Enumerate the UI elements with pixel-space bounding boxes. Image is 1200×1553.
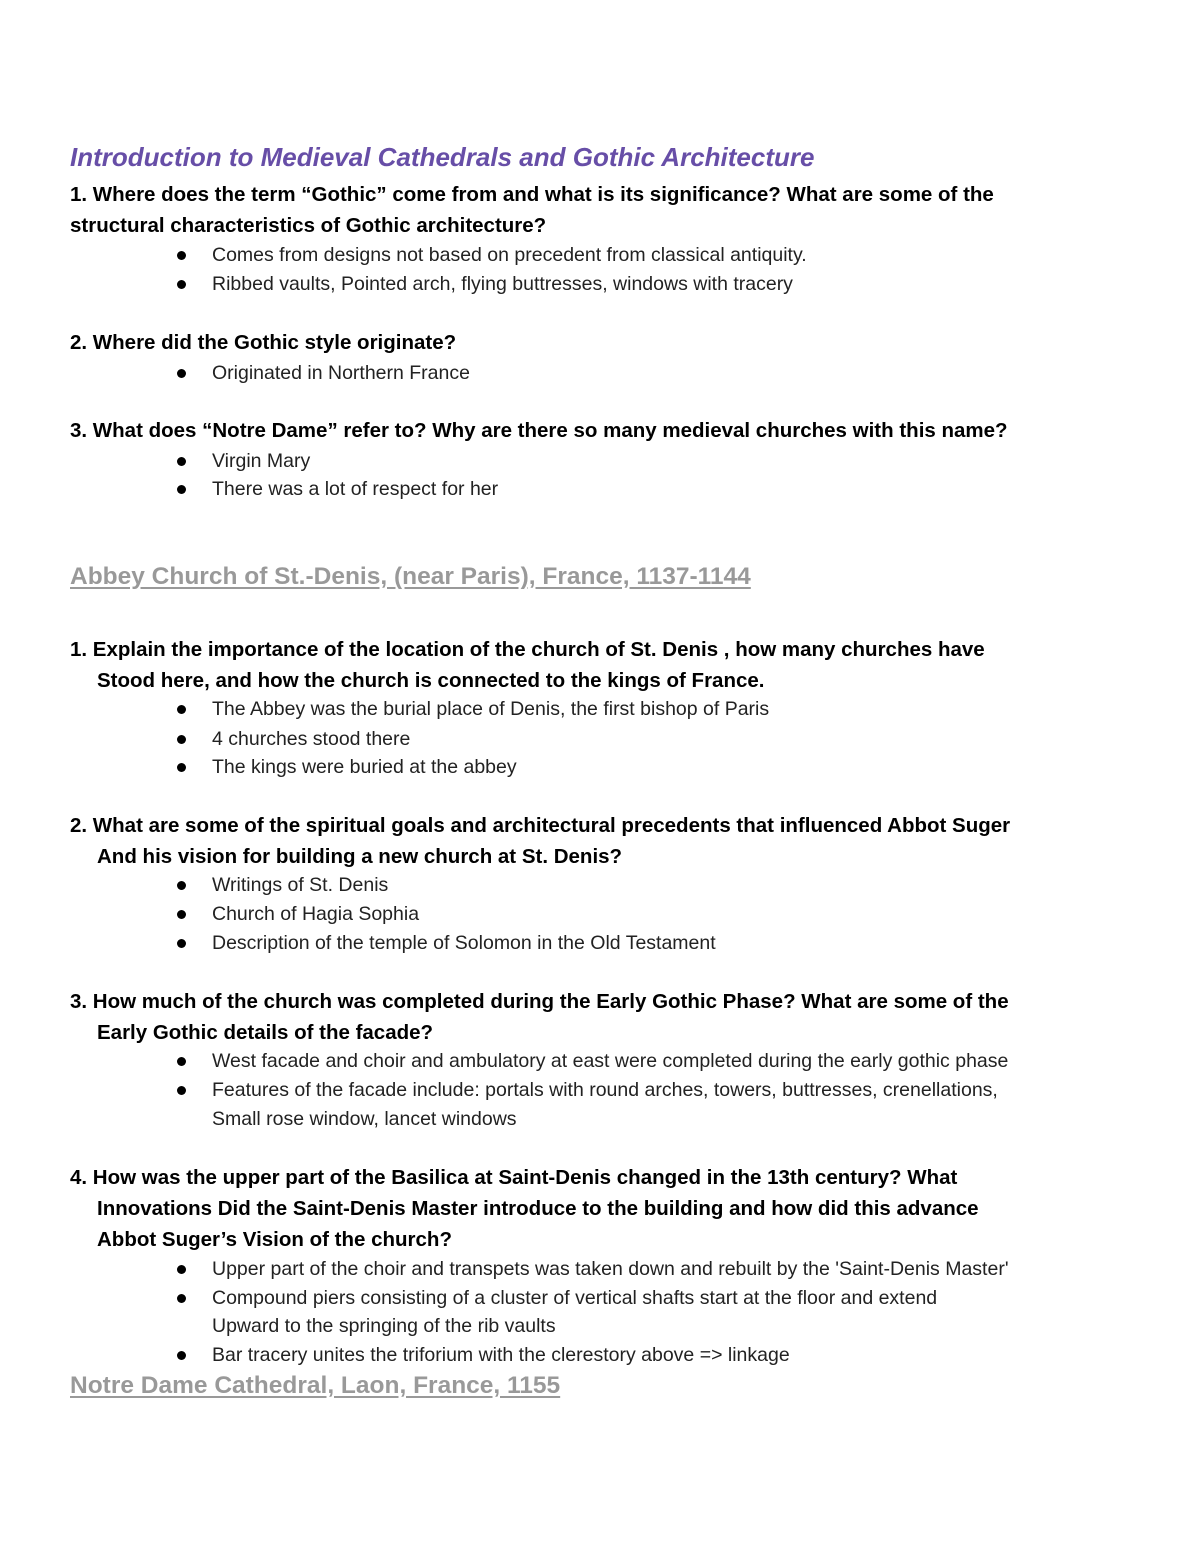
st-denis-answer-4-1: Upper part of the choir and transpets was taken down and rebuilt by the 'Saint-Denis Master' xyxy=(212,1258,1009,1280)
st-denis-question-1-line-1: 1. Explain the importance of the location of the church of St. Denis , how many churches have xyxy=(70,638,985,661)
intro-question-1-line-1: 1. Where does the term “Gothic” come from and what is its significance? What are some of the xyxy=(70,183,994,206)
st-denis-answer-2-1: Writings of St. Denis xyxy=(212,874,389,896)
intro-answer-2-1: Originated in Northern France xyxy=(212,362,470,384)
bullet-icon xyxy=(177,1294,186,1303)
st-denis-answer-3-2: Features of the facade include: portals with round arches, towers, buttresses, crenellations, xyxy=(212,1079,998,1101)
bullet-icon xyxy=(177,369,186,378)
st-denis-question-2-line-1: 2. What are some of the spiritual goals and architectural precedents that influenced Abbot Suger xyxy=(70,814,1011,837)
intro-answer-1-1: Comes from designs not based on precedent from classical antiquity. xyxy=(212,244,807,266)
st-denis-answer-1-2: 4 churches stood there xyxy=(212,728,411,750)
bullet-icon xyxy=(177,763,186,772)
st-denis-answer-4-2: Compound piers consisting of a cluster of vertical shafts start at the floor and extend xyxy=(212,1287,938,1309)
st-denis-answer-4-2-cont: Upward to the springing of the rib vaults xyxy=(212,1315,556,1337)
st-denis-answer-1-3: The kings were buried at the abbey xyxy=(212,756,517,778)
st-denis-question-3-line-1: 3. How much of the church was completed during the Early Gothic Phase? What are some of the xyxy=(70,990,1009,1013)
bullet-icon xyxy=(177,251,186,260)
bullet-icon xyxy=(177,1265,186,1274)
section-heading-st-denis: Abbey Church of St.-Denis, (near Paris), France, 1137-1144 xyxy=(70,563,751,590)
st-denis-question-3-line-2: Early Gothic details of the facade? xyxy=(97,1021,434,1044)
st-denis-question-2-line-2: And his vision for building a new church at St. Denis? xyxy=(97,845,623,868)
st-denis-answer-3-2-cont: Small rose window, lancet windows xyxy=(212,1108,517,1130)
st-denis-question-4-line-2: Innovations Did the Saint-Denis Master introduce to the building and how did this advance xyxy=(97,1197,979,1220)
intro-answer-3-1: Virgin Mary xyxy=(212,450,311,472)
intro-title: Introduction to Medieval Cathedrals and Gothic Architecture xyxy=(70,142,815,172)
st-denis-answer-1-1: The Abbey was the burial place of Denis, the first bishop of Paris xyxy=(212,698,770,720)
st-denis-answer-3-1: West facade and choir and ambulatory at east were completed during the early gothic phase xyxy=(212,1050,1009,1072)
bullet-icon xyxy=(177,939,186,948)
bullet-icon xyxy=(177,705,186,714)
st-denis-question-4-line-1: 4. How was the upper part of the Basilica at Saint-Denis changed in the 13th century? What xyxy=(70,1166,958,1189)
bullet-icon xyxy=(177,1351,186,1360)
st-denis-answer-4-3: Bar tracery unites the triforium with the clerestory above => linkage xyxy=(212,1344,790,1366)
bullet-icon xyxy=(177,881,186,890)
bullet-icon xyxy=(177,485,186,494)
bullet-icon xyxy=(177,735,186,744)
intro-answer-3-2: There was a lot of respect for her xyxy=(212,478,499,500)
st-denis-answer-2-3: Description of the temple of Solomon in the Old Testament xyxy=(212,932,716,954)
st-denis-question-4-line-3: Abbot Suger’s Vision of the church? xyxy=(97,1228,452,1251)
intro-question-2: 2. Where did the Gothic style originate? xyxy=(70,331,457,354)
bullet-icon xyxy=(177,280,186,289)
intro-answer-1-2: Ribbed vaults, Pointed arch, flying buttresses, windows with tracery xyxy=(212,273,793,295)
bullet-icon xyxy=(177,1057,186,1066)
st-denis-answer-2-2: Church of Hagia Sophia xyxy=(212,903,420,925)
bullet-icon xyxy=(177,457,186,466)
intro-question-3: 3. What does “Notre Dame” refer to? Why are there so many medieval churches with this name? xyxy=(70,419,1008,442)
section-heading-laon: Notre Dame Cathedral, Laon, France, 1155 xyxy=(70,1372,561,1399)
intro-question-1-line-2: structural characteristics of Gothic architecture? xyxy=(70,214,547,237)
bullet-icon xyxy=(177,1086,186,1095)
bullet-icon xyxy=(177,910,186,919)
st-denis-question-1-line-2: Stood here, and how the church is connected to the kings of France. xyxy=(97,669,765,692)
